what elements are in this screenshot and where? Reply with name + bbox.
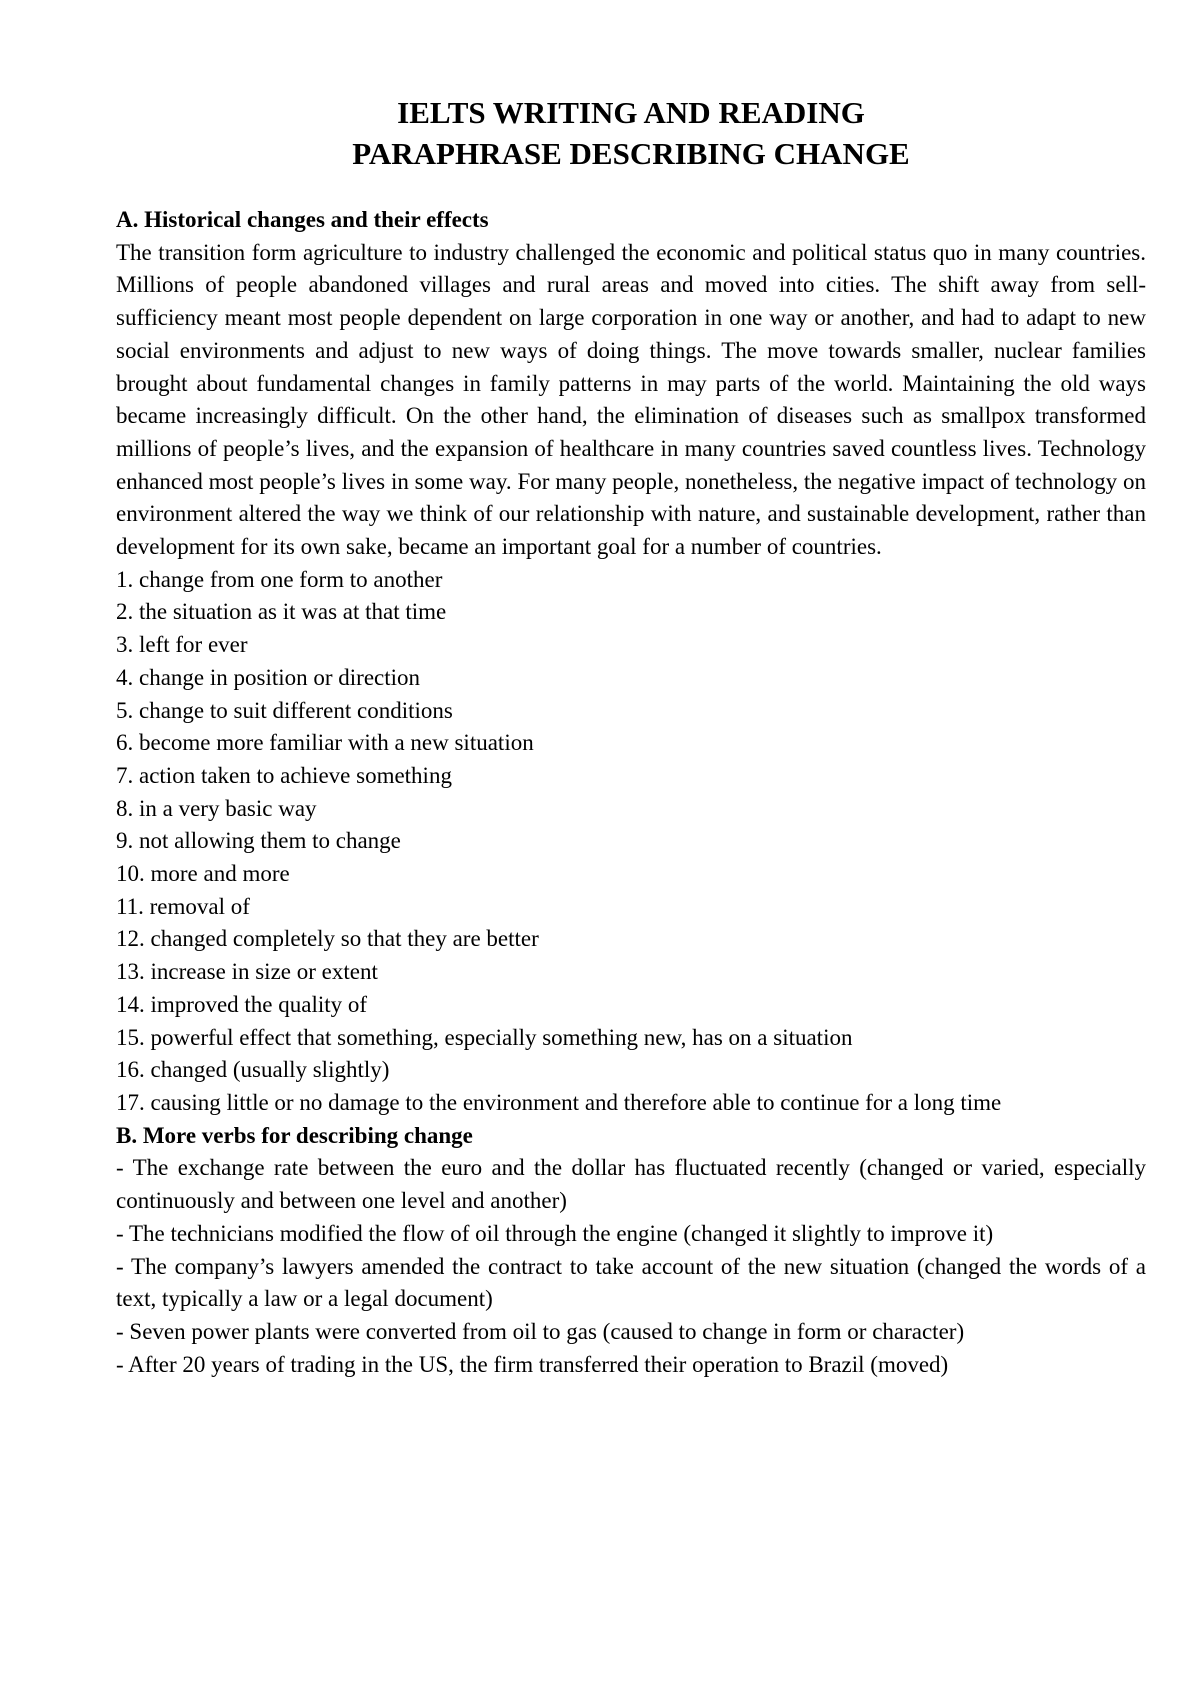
section-a-heading: A. Historical changes and their effects bbox=[116, 207, 489, 232]
list-item: 1. change from one form to another bbox=[116, 566, 443, 592]
list-item: 7. action taken to achieve something bbox=[116, 762, 452, 788]
section-b-example-list bbox=[116, 1152, 1146, 1381]
document-title-line-2: PARAPHRASE DESCRIBING CHANGE bbox=[352, 136, 910, 171]
list-item: 16. changed (usually slightly) bbox=[116, 1057, 390, 1083]
list-item: 4. change in position or direction bbox=[116, 664, 421, 690]
list-item: 12. changed completely so that they are better bbox=[116, 926, 539, 952]
list-item: 10. more and more bbox=[116, 861, 290, 887]
list-item: 15. powerful effect that something, especially something new, has on a situation bbox=[116, 1024, 853, 1050]
list-item: 13. increase in size or extent bbox=[116, 959, 378, 985]
document-page bbox=[116, 92, 1146, 1381]
list-item: 5. change to suit different conditions bbox=[116, 697, 453, 723]
list-item: 2. the situation as it was at that time bbox=[116, 599, 447, 625]
list-item: 17. causing little or no damage to the environment and therefore able to continue for a long time bbox=[116, 1089, 1002, 1115]
list-item: 3. left for ever bbox=[116, 632, 248, 658]
section-a-paragraph: The transition form agriculture to industry challenged the economic and political status quo in many countries. Millions of people abandoned villages and rural areas and moved into cities. The shift away from sell-sufficiency meant most people dependent on large corporation in one way or another, and had to adapt to new social environments and adjust to new ways of doing things. The move towards smaller, nuclear families brought about fundamental changes in family patterns in may parts of the world. Maintaining the old ways became increasingly difficult. On the other hand, the elimination of diseases such as smallpox transformed millions of people’s lives, and the expansion of healthcare in many countries saved countless lives. Technology enhanced most people’s lives in some way. For many people, nonetheless, the negative impact of technology on environment altered the way we think of our relationship with nature, and sustainable development, rather than development for its own sake, became an important goal for a number of countries. bbox=[116, 239, 1146, 560]
list-item: - After 20 years of trading in the US, the firm transferred their operation to Brazil (moved) bbox=[116, 1351, 949, 1377]
section-a-definition-list bbox=[116, 564, 1146, 1120]
list-item: - Seven power plants were converted from oil to gas (caused to change in form or character) bbox=[116, 1318, 965, 1344]
list-item: - The exchange rate between the euro and the dollar has fluctuated recently (changed or varied, especially continuously and between one level and another) bbox=[116, 1155, 1146, 1214]
list-item: 6. become more familiar with a new situation bbox=[116, 730, 534, 756]
list-item: 9. not allowing them to change bbox=[116, 828, 401, 854]
section-b-heading: B. More verbs for describing change bbox=[116, 1122, 473, 1148]
list-item: 11. removal of bbox=[116, 893, 250, 919]
document-title-line-1: IELTS WRITING AND READING bbox=[397, 95, 865, 130]
list-item: 14. improved the quality of bbox=[116, 991, 368, 1017]
title-block bbox=[116, 92, 1146, 174]
list-item: - The company’s lawyers amended the contract to take account of the new situation (changed the words of a text, typically a law or a legal document) bbox=[116, 1253, 1146, 1312]
list-item: 8. in a very basic way bbox=[116, 795, 317, 821]
list-item: - The technicians modified the flow of oil through the engine (changed it slightly to improve it) bbox=[116, 1220, 994, 1246]
